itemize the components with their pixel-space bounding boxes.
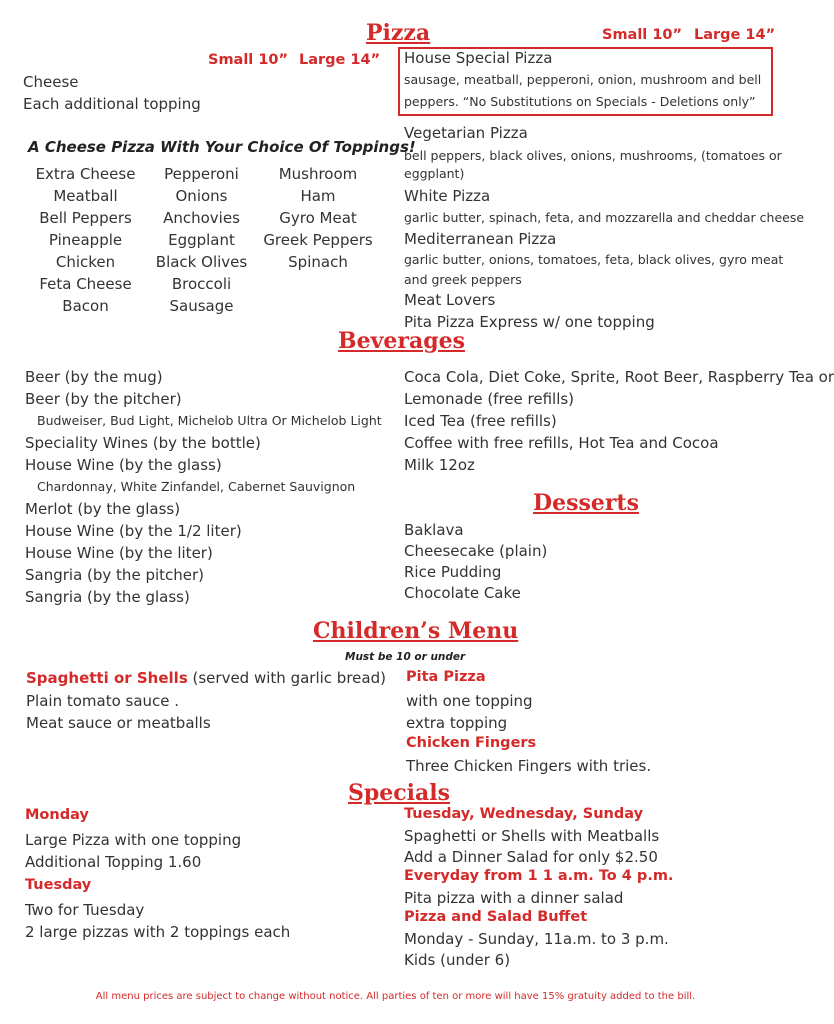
chicken-fingers-heading: Chicken Fingers bbox=[406, 735, 537, 751]
beverage-item: Chardonnay, White Zinfandel, Cabernet Sauvignon bbox=[37, 479, 356, 494]
topping-item: Ham bbox=[300, 187, 336, 205]
mediterranean-desc-1: garlic butter, onions, tomatoes, feta, black olives, gyro meat bbox=[404, 252, 784, 267]
pizza-title: Pizza bbox=[366, 20, 431, 46]
vegetarian-desc-2: eggplant) bbox=[404, 166, 465, 181]
topping-item: Gyro Meat bbox=[279, 209, 357, 227]
white-pizza-name: White Pizza bbox=[404, 187, 491, 205]
children-left-list bbox=[26, 690, 211, 734]
pita-pizza-list bbox=[406, 690, 533, 734]
cheese-pizza: Cheese bbox=[23, 73, 79, 91]
beverage-item: Coca Cola, Diet Coke, Sprite, Root Beer, Raspberry Tea or bbox=[404, 368, 834, 386]
dessert-item: Rice Pudding bbox=[404, 563, 502, 581]
topping-item: Chicken bbox=[55, 253, 116, 271]
toppings-column-2 bbox=[144, 163, 259, 317]
childrens-menu-subtitle: Must be 10 or under bbox=[345, 651, 466, 663]
spaghetti-line bbox=[26, 669, 386, 687]
children-item: extra topping bbox=[406, 714, 508, 732]
specials-title: Specials bbox=[348, 780, 451, 806]
topping-item: Spinach bbox=[288, 253, 348, 271]
topping-item: Black Olives bbox=[155, 253, 248, 271]
beverage-item: Iced Tea (free refills) bbox=[404, 412, 557, 430]
spaghetti-note: (served with garlic bread) bbox=[187, 669, 386, 687]
monday-list bbox=[25, 829, 241, 873]
topping-item: Extra Cheese bbox=[35, 165, 136, 183]
topping-item: Eggplant bbox=[168, 231, 235, 249]
children-item: with one topping bbox=[406, 692, 533, 710]
beverage-item: Speciality Wines (by the bottle) bbox=[25, 434, 261, 452]
toppings-column-3 bbox=[260, 163, 376, 273]
special-item: Monday - Sunday, 11a.m. to 3 p.m. bbox=[404, 930, 669, 948]
beverage-item: House Wine (by the glass) bbox=[25, 456, 222, 474]
beverage-item: Sangria (by the glass) bbox=[25, 588, 190, 606]
everyday-heading: Everyday from 1 1 a.m. To 4 p.m. bbox=[404, 868, 674, 884]
topping-item: Pineapple bbox=[48, 231, 123, 249]
house-special-desc-1: sausage, meatball, pepperoni, onion, mushroom and bell bbox=[404, 72, 762, 87]
spaghetti-heading: Spaghetti or Shells bbox=[26, 669, 188, 687]
meat-lovers-name: Meat Lovers bbox=[404, 291, 496, 309]
topping-item: Greek Peppers bbox=[263, 231, 373, 249]
mediterranean-desc-2: and greek peppers bbox=[404, 272, 522, 287]
tuesday-list bbox=[25, 899, 290, 943]
footer-note: All menu prices are subject to change without notice. All parties of ten or more will have 15% gratuity added to the bill. bbox=[95, 991, 696, 1002]
special-item: 2 large pizzas with 2 toppings each bbox=[25, 923, 291, 941]
children-item: Plain tomato sauce . bbox=[26, 692, 180, 710]
topping-item: Pepperoni bbox=[164, 165, 239, 183]
special-item: Add a Dinner Salad for only $2.50 bbox=[404, 848, 658, 866]
pita-express-name: Pita Pizza Express w/ one topping bbox=[404, 313, 655, 331]
beverage-item: Budweiser, Bud Light, Michelob Ultra Or Michelob Light bbox=[37, 413, 382, 428]
topping-item: Bell Peppers bbox=[39, 209, 132, 227]
desserts-title: Desserts bbox=[533, 490, 639, 516]
pita-pizza-heading: Pita Pizza bbox=[406, 669, 486, 685]
mediterranean-pizza-name: Mediterranean Pizza bbox=[404, 230, 557, 248]
size-small-label-right: Small 10” bbox=[602, 27, 683, 43]
special-item: Large Pizza with one topping bbox=[25, 831, 242, 849]
special-item: Spaghetti or Shells with Meatballs bbox=[404, 827, 660, 845]
topping-item: Feta Cheese bbox=[39, 275, 132, 293]
beverage-item: Lemonade (free refills) bbox=[404, 390, 575, 408]
tws-list bbox=[404, 826, 659, 868]
topping-item: Meatball bbox=[53, 187, 118, 205]
beverages-left-list bbox=[25, 366, 382, 608]
topping-item: Onions bbox=[175, 187, 228, 205]
beverage-item: Sangria (by the pitcher) bbox=[25, 566, 205, 584]
buffet-heading: Pizza and Salad Buffet bbox=[404, 909, 588, 925]
topping-item: Sausage bbox=[169, 297, 234, 315]
beverages-right-list bbox=[404, 366, 834, 476]
dessert-item: Baklava bbox=[404, 521, 464, 539]
size-small-label: Small 10” bbox=[208, 52, 289, 68]
topping-item: Anchovies bbox=[163, 209, 240, 227]
white-desc-1: garlic butter, spinach, feta, and mozzarella and cheddar cheese bbox=[404, 210, 805, 225]
beverage-item: Coffee with free refills, Hot Tea and Cocoa bbox=[404, 434, 719, 452]
special-item: Additional Topping 1.60 bbox=[25, 853, 202, 871]
dessert-item: Cheesecake (plain) bbox=[404, 542, 548, 560]
beverage-item: House Wine (by the liter) bbox=[25, 544, 213, 562]
childrens-menu-title: Children’s Menu bbox=[313, 618, 519, 644]
tws-heading: Tuesday, Wednesday, Sunday bbox=[404, 806, 644, 822]
monday-heading: Monday bbox=[25, 807, 89, 823]
vegetarian-desc-1: bell peppers, black olives, onions, mushrooms, (tomatoes or bbox=[404, 148, 782, 163]
topping-item: Bacon bbox=[62, 297, 109, 315]
toppings-column-1 bbox=[28, 163, 143, 317]
tuesday-heading: Tuesday bbox=[25, 877, 92, 893]
size-large-label: Large 14” bbox=[299, 52, 381, 68]
beverage-item: House Wine (by the 1/2 liter) bbox=[25, 522, 242, 540]
desserts-list bbox=[404, 520, 547, 604]
buffet-list bbox=[404, 929, 669, 971]
beverages-title: Beverages bbox=[338, 328, 465, 354]
special-item: Kids (under 6) bbox=[404, 951, 511, 969]
chicken-fingers-item: Three Chicken Fingers with tries. bbox=[406, 757, 652, 775]
toppings-heading: A Cheese Pizza With Your Choice Of Toppings! bbox=[28, 138, 416, 156]
beverage-item: Milk 12oz bbox=[404, 456, 475, 474]
vegetarian-pizza-name: Vegetarian Pizza bbox=[404, 124, 528, 142]
house-special-desc-2: peppers. “No Substitutions on Specials - Deletions only” bbox=[404, 94, 756, 109]
everyday-item: Pita pizza with a dinner salad bbox=[404, 889, 624, 907]
special-item: Two for Tuesday bbox=[25, 901, 145, 919]
beverage-item: Beer (by the pitcher) bbox=[25, 390, 182, 408]
beverage-item: Beer (by the mug) bbox=[25, 368, 163, 386]
beverage-item: Merlot (by the glass) bbox=[25, 500, 181, 518]
size-large-label-right: Large 14” bbox=[694, 27, 776, 43]
additional-topping: Each additional topping bbox=[23, 95, 201, 113]
children-item: Meat sauce or meatballs bbox=[26, 714, 211, 732]
topping-item: Mushroom bbox=[278, 165, 358, 183]
house-special-name: House Special Pizza bbox=[404, 49, 553, 67]
topping-item: Broccoli bbox=[171, 275, 232, 293]
dessert-item: Chocolate Cake bbox=[404, 584, 521, 602]
